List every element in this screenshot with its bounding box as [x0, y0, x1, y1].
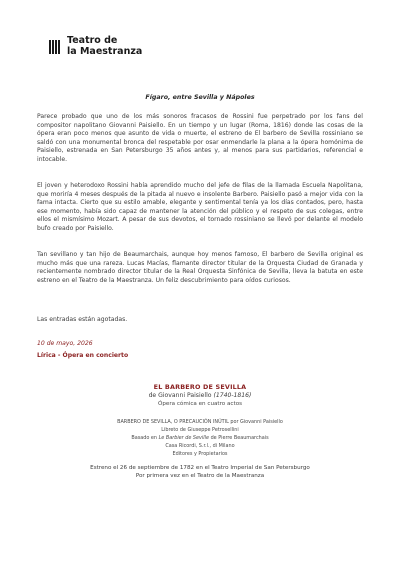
paragraph-3: Tan sevillano y tan hijo de Beaumarchais, aunque hoy menos famoso, El barbero de Sevilla original es mucho más que una rareza. Lucas Macías, flamante director titular de la Orquesta Ciudad de Granada y recientemente nombrado director titular de la Real Orquesta Sinfónica de Sevilla, lleva la batuta en este estreno en el Teatro de la Maestranza. Un feliz descubrimiento para oídos curiosos. [37, 251, 363, 284]
opera-title: EL BARBERO DE SEVILLA [153, 383, 247, 391]
premiere-line-1: Estreno el 26 de septiembre de 1782 en el Teatro Imperial de San Petersburgo [90, 465, 310, 471]
credit-line-2: Libreto de Giuseppe Petrosellini [161, 427, 239, 433]
credit-line-4: Casa Ricordi, S.r.l., di Milano [165, 443, 235, 449]
paragraph-1: Parece probado que uno de los más sonoros fracasos de Rossini fue perpetrado por los fans del compositor napolitano Giovanni Paisiello. En un tiempo y un lugar (Roma, 1816) donde las cosas de la ópera eran poco menos que asunto de vida o muerte, el estreno de El barbero de Sevilla rossiniano se saldó con una monumental bronca del respetable por osar enmendarle la plana a la ópera homónima de Paisiello, estrenada en San Petersburgo 35 años antes y, al menos para sus partidarios, referencial e intocable. [37, 113, 363, 163]
theatre-logo[interactable] [49, 36, 142, 57]
logo-text [67, 36, 142, 57]
composer-line [0, 392, 400, 399]
credit-line-5: Editores y Propietarios [172, 451, 228, 457]
logo-line-1: Teatro de [67, 35, 118, 46]
paragraph-2: El joven y heterodoxo Rossini había aprendido mucho del jefe de filas de la llamada Escuela Napolitana, que moriría 4 meses después de la pitada al nuevo e insolente Barbero. Paisiello pasó a mejor vida con la fama intacta. Cierto que su estilo amable, elegante y sentimental tenía ya los días contados, pero, hasta ese momento, había sido capaz de mantener la atención del público y el respeto de sus colegas, entre ellos el mismísimo Mozart. A pesar de sus devotos, el tornado rossiniano se llevó por delante el modelo bufo creado por Paisiello. [37, 182, 363, 232]
composer-years: (1740-1816) [213, 392, 252, 399]
credit-line-1: BARBERO DE SEVILLA, O PRECAUCIÓN INÚTIL por Giovanni Paisiello [117, 419, 283, 425]
credit-line-3-work: Le Barbier de Seville [158, 435, 210, 441]
credit-line-3-prefix: Basado en [131, 435, 159, 441]
credit-line-3-suffix: de Pierre Beaumarchais [209, 435, 269, 441]
logo-line-2: la Maestranza [67, 45, 143, 57]
event-date: 10 de mayo, 2026 [37, 340, 93, 347]
composer-name: de Giovanni Paisiello [148, 392, 214, 399]
credit-line-3 [0, 435, 400, 441]
event-category: Lírica - Ópera en concierto [37, 352, 129, 359]
logo-columns-icon [49, 40, 61, 54]
opera-subtitle: Ópera cómica en cuatro actos [157, 401, 243, 407]
paragraph-4: Las entradas están agotadas. [37, 316, 128, 323]
premiere-line-2: Por primera vez en el Teatro de la Maestranza [135, 473, 265, 479]
article-title: Fígaro, entre Sevilla y Nápoles [145, 94, 255, 101]
